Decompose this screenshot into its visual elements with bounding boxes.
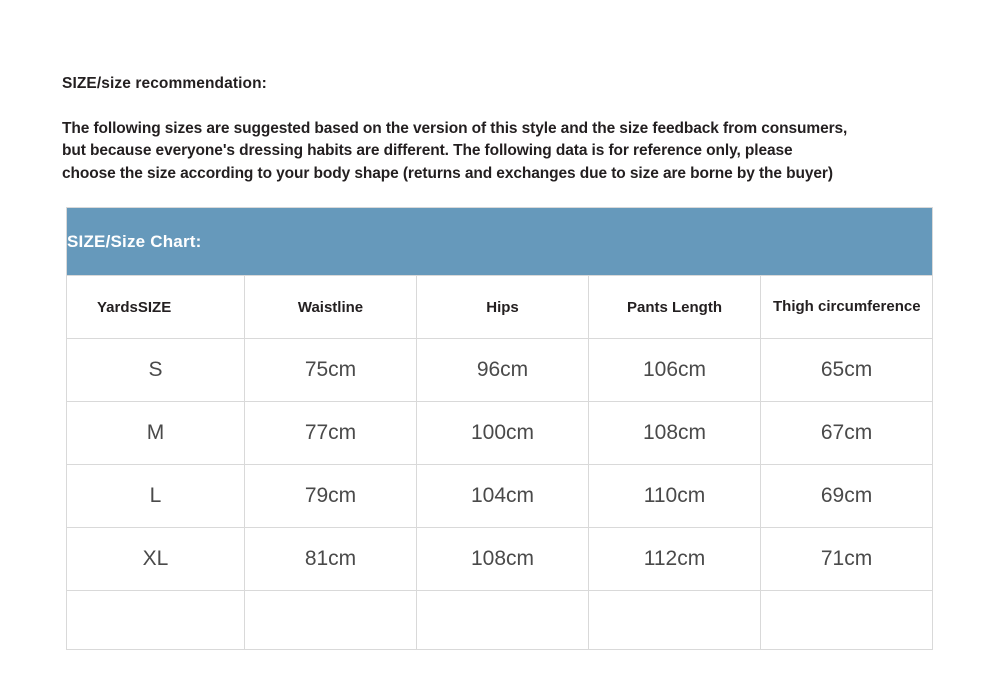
cell-pants-length: 108cm: [589, 402, 761, 465]
cell-waistline: 75cm: [245, 339, 417, 402]
table-row: [67, 339, 933, 402]
cell-waistline: [245, 591, 417, 650]
column-header-waistline: Waistline: [245, 276, 417, 339]
column-header-pants-length: Pants Length: [589, 276, 761, 339]
column-header-hips: Hips: [417, 276, 589, 339]
cell-waistline: 81cm: [245, 528, 417, 591]
chart-title-row: [67, 208, 933, 276]
cell-pants-length: 112cm: [589, 528, 761, 591]
cell-waistline: 77cm: [245, 402, 417, 465]
cell-thigh-circumference: 69cm: [761, 465, 933, 528]
table-row: [67, 528, 933, 591]
cell-size: XL: [67, 528, 245, 591]
column-header-thigh-circumference: Thigh circumference: [761, 276, 933, 339]
intro-line-2: but because everyone's dressing habits are different. The following data is for reference only, please: [62, 142, 793, 160]
cell-waistline: 79cm: [245, 465, 417, 528]
cell-pants-length: 106cm: [589, 339, 761, 402]
size-chart-table: [66, 207, 933, 650]
chart-title: SIZE/Size Chart:: [67, 208, 933, 276]
cell-size: [67, 591, 245, 650]
cell-pants-length: [589, 591, 761, 650]
table-row: [67, 402, 933, 465]
intro-paragraph: [62, 118, 942, 185]
cell-size: L: [67, 465, 245, 528]
size-chart-table-wrapper: [66, 207, 932, 650]
cell-hips: 96cm: [417, 339, 589, 402]
cell-thigh-circumference: [761, 591, 933, 650]
intro-line-1: The following sizes are suggested based on the version of this style and the size feedback from consumers,: [62, 120, 848, 137]
cell-size: M: [67, 402, 245, 465]
cell-hips: 108cm: [417, 528, 589, 591]
column-header-yards-size: YardsSIZE: [67, 276, 245, 339]
cell-hips: 104cm: [417, 465, 589, 528]
page-title: SIZE/size recommendation:: [62, 75, 267, 92]
cell-hips: [417, 591, 589, 650]
table-row: [67, 465, 933, 528]
cell-size: S: [67, 339, 245, 402]
table-row: [67, 591, 933, 650]
intro-line-3: choose the size according to your body shape (returns and exchanges due to size are borne by the buyer): [62, 164, 833, 182]
cell-thigh-circumference: 71cm: [761, 528, 933, 591]
cell-hips: 100cm: [417, 402, 589, 465]
cell-pants-length: 110cm: [589, 465, 761, 528]
cell-thigh-circumference: 67cm: [761, 402, 933, 465]
cell-thigh-circumference: 65cm: [761, 339, 933, 402]
table-header-row: [67, 276, 933, 339]
